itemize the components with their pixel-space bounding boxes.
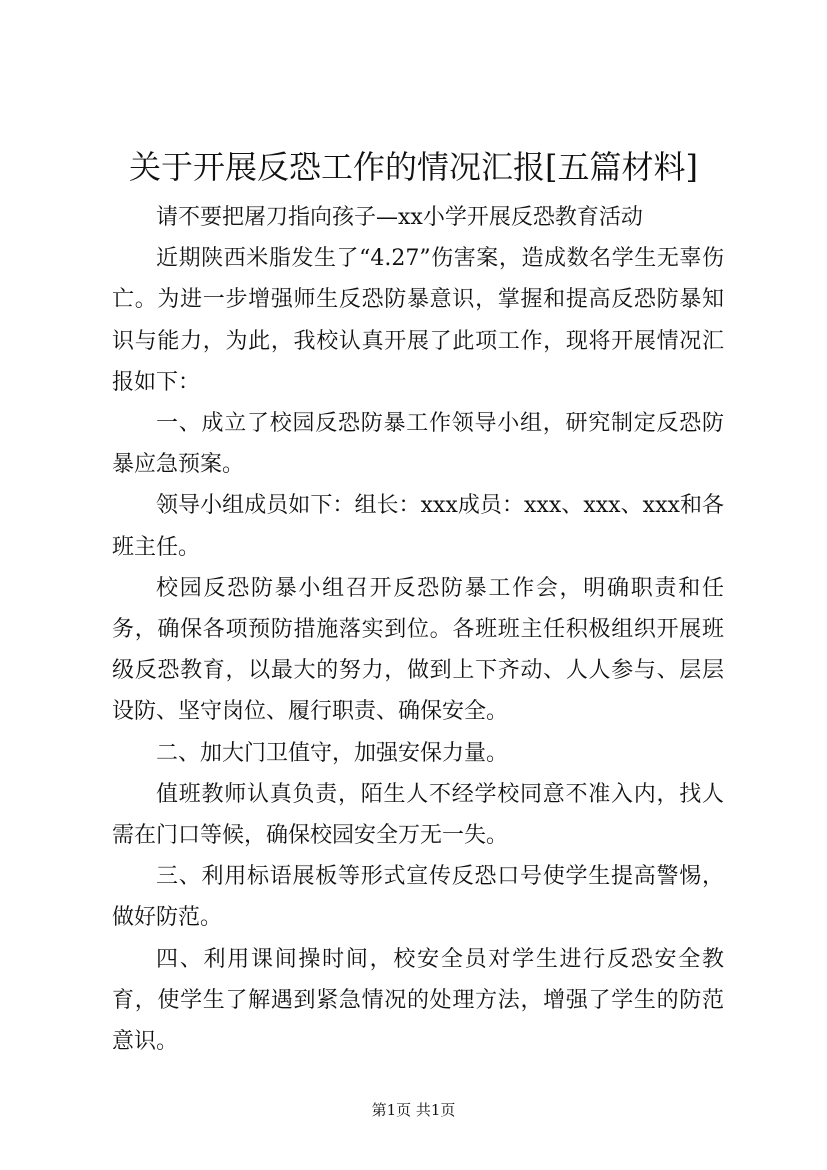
paragraph-section-1: 一、成立了校园反恐防暴工作领导小组，研究制定反恐防暴应急预案。	[112, 411, 724, 478]
document-title: 关于开展反恐工作的情况汇报[五篇材料]	[129, 148, 698, 186]
paragraph-subtitle: 请不要把屠刀指向孩子—xx小学开展反恐教育活动	[156, 205, 643, 230]
paragraph-members: 领导小组成员如下：组长：xxx成员：xxx、xxx、xxx和各班主任。	[112, 493, 724, 560]
document-body	[112, 197, 724, 1062]
paragraph-duty: 值班教师认真负责，陌生人不经学校同意不准入内，找人需在门口等候，确保校园安全万无一失。	[112, 781, 724, 849]
paragraph-section-2: 二、加大门卫值守，加强安保力量。	[156, 740, 509, 766]
paragraph-section-3: 三、利用标语展板等形式宣传反恐口号使学生提高警惕，做好防范。	[112, 864, 724, 931]
paragraph-meeting: 校园反恐防暴小组召开反恐防暴工作会，明确职责和任务，确保各项预防措施落实到位。各班班主任积极组织开展班级反恐教育，以最大的努力，做到上下齐动、人人参与、层层设防、坚守岗位、履行职责、确保安全。	[112, 575, 724, 725]
paragraph-intro: 近期陕西米脂发生了“4.27”伤害案，造成数名学生无辜伤亡。为进一步增强师生反恐防暴意识，掌握和提高反恐防暴知识与能力，为此，我校认真开展了此项工作，现将开展情况汇报如下：	[112, 246, 724, 395]
page-number-footer: 第1页 共1页	[371, 1101, 456, 1119]
paragraph-section-4: 四、利用课间操时间，校安全员对学生进行反恐安全教育，使学生了解遇到紧急情况的处理方法，增强了学生的防范意识。	[112, 946, 724, 1055]
